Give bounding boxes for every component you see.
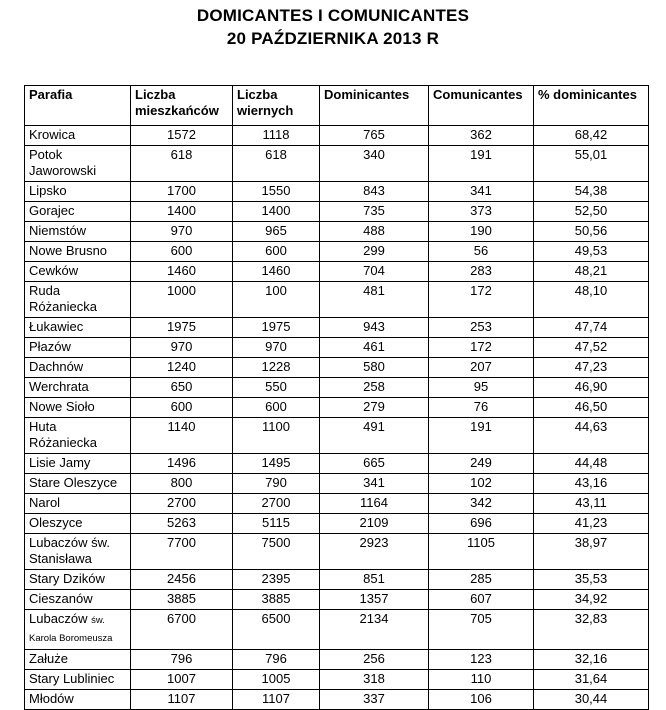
value-cell: 735 (320, 202, 429, 222)
cell-text: Liczba (237, 87, 278, 102)
cell-text: Jaworowski (29, 163, 97, 178)
cell-line (29, 203, 126, 219)
cell-line (29, 243, 126, 259)
table-row (25, 650, 649, 670)
value-cell: 1007 (131, 670, 233, 690)
title-line-1: DOMICANTES I COMUNICANTES (196, 6, 470, 25)
value-cell: 207 (429, 358, 534, 378)
cell-line (29, 571, 126, 587)
page (0, 4, 666, 706)
parafia-cell (25, 474, 131, 494)
parafia-cell (25, 670, 131, 690)
value-cell: 35,53 (534, 570, 649, 590)
table-row (25, 418, 649, 454)
value-cell: 650 (131, 378, 233, 398)
parafia-cell (25, 318, 131, 338)
value-cell: 1700 (131, 182, 233, 202)
cell-line (29, 147, 126, 163)
cell-line (29, 87, 126, 103)
value-cell: 318 (320, 670, 429, 690)
cell-text: Liczba (135, 87, 176, 102)
table-row (25, 318, 649, 338)
parafia-cell (25, 126, 131, 146)
value-cell: 279 (320, 398, 429, 418)
cell-text: Lipsko (29, 183, 67, 198)
cell-text: Stare Oleszyce (29, 475, 118, 490)
value-cell: 765 (320, 126, 429, 146)
cell-text: Cewków (29, 263, 79, 278)
value-cell: 76 (429, 398, 534, 418)
cell-text: Krowica (29, 127, 76, 142)
value-cell: 851 (320, 570, 429, 590)
value-cell: 965 (233, 222, 320, 242)
value-cell: 337 (320, 690, 429, 710)
header-cell (429, 86, 534, 126)
parafia-cell (25, 494, 131, 514)
value-cell: 1460 (233, 262, 320, 282)
value-cell: 48,21 (534, 262, 649, 282)
value-cell: 2923 (320, 534, 429, 570)
cell-line (29, 299, 126, 315)
value-cell: 550 (233, 378, 320, 398)
value-cell: 704 (320, 262, 429, 282)
value-cell: 943 (320, 318, 429, 338)
table-row (25, 262, 649, 282)
cell-line (135, 103, 228, 119)
value-cell: 55,01 (534, 146, 649, 182)
table-row (25, 494, 649, 514)
cell-line (324, 87, 424, 103)
value-cell: 843 (320, 182, 429, 202)
parafia-cell (25, 242, 131, 262)
value-cell: 2700 (131, 494, 233, 514)
value-cell: 285 (429, 570, 534, 590)
value-cell: 970 (131, 222, 233, 242)
cell-line (29, 399, 126, 415)
cell-text: Stary Dzików (29, 571, 105, 586)
dominicantes-table (24, 85, 649, 710)
cell-text: Dominicantes (324, 87, 410, 102)
cell-text: Huta (29, 419, 57, 434)
cell-line (29, 319, 126, 335)
parafia-cell (25, 690, 131, 710)
parafia-cell (25, 398, 131, 418)
value-cell: 44,48 (534, 454, 649, 474)
value-cell: 607 (429, 590, 534, 610)
value-cell: 106 (429, 690, 534, 710)
cell-text: św. (91, 615, 105, 626)
value-cell: 1400 (233, 202, 320, 222)
table-row (25, 398, 649, 418)
cell-text: Werchrata (29, 379, 89, 394)
value-cell: 373 (429, 202, 534, 222)
table-row (25, 378, 649, 398)
value-cell: 1460 (131, 262, 233, 282)
value-cell: 1107 (131, 690, 233, 710)
cell-text: Parafia (29, 87, 73, 102)
cell-line (29, 551, 126, 567)
value-cell: 1495 (233, 454, 320, 474)
table-row (25, 474, 649, 494)
value-cell: 5115 (233, 514, 320, 534)
table-body (25, 126, 649, 710)
cell-line (29, 127, 126, 143)
value-cell: 2109 (320, 514, 429, 534)
cell-line (29, 475, 126, 491)
value-cell: 123 (429, 650, 534, 670)
value-cell: 1005 (233, 670, 320, 690)
cell-text: Lisie Jamy (29, 455, 91, 470)
cell-text: Cieszanów (29, 591, 93, 606)
value-cell: 341 (429, 182, 534, 202)
cell-text: Lubaczów (29, 611, 92, 626)
value-cell: 1400 (131, 202, 233, 222)
value-cell: 5263 (131, 514, 233, 534)
table-row (25, 222, 649, 242)
table-row (25, 610, 649, 650)
cell-text: Gorajec (29, 203, 75, 218)
cell-line (29, 283, 126, 299)
value-cell: 2134 (320, 610, 429, 650)
parafia-cell (25, 610, 131, 650)
table-row (25, 670, 649, 690)
cell-line (29, 419, 126, 435)
value-cell: 665 (320, 454, 429, 474)
value-cell: 47,74 (534, 318, 649, 338)
value-cell: 600 (131, 242, 233, 262)
cell-text: Ruda (29, 283, 61, 298)
value-cell: 1105 (429, 534, 534, 570)
cell-text: Różaniecka (29, 435, 97, 450)
cell-text: Potok (29, 147, 63, 162)
value-cell: 38,97 (534, 534, 649, 570)
cell-text: Narol (29, 495, 61, 510)
cell-line (29, 223, 126, 239)
value-cell: 796 (233, 650, 320, 670)
cell-line (29, 671, 126, 687)
value-cell: 44,63 (534, 418, 649, 454)
cell-text: wiernych (237, 103, 294, 118)
cell-text: % dominicantes (538, 87, 637, 102)
cell-text: Płazów (29, 339, 71, 354)
value-cell: 47,23 (534, 358, 649, 378)
parafia-cell (25, 650, 131, 670)
cell-line (29, 455, 126, 471)
value-cell: 172 (429, 282, 534, 318)
value-cell: 600 (131, 398, 233, 418)
table-row (25, 282, 649, 318)
value-cell: 6700 (131, 610, 233, 650)
cell-text: Różaniecka (29, 299, 97, 314)
parafia-cell (25, 514, 131, 534)
table-row (25, 146, 649, 182)
value-cell: 7500 (233, 534, 320, 570)
value-cell: 95 (429, 378, 534, 398)
value-cell: 1240 (131, 358, 233, 378)
value-cell: 1000 (131, 282, 233, 318)
cell-text: Młodów (29, 691, 74, 706)
value-cell: 32,83 (534, 610, 649, 650)
value-cell: 54,38 (534, 182, 649, 202)
cell-line (433, 87, 529, 103)
value-cell: 258 (320, 378, 429, 398)
value-cell: 256 (320, 650, 429, 670)
value-cell: 1140 (131, 418, 233, 454)
table-row (25, 570, 649, 590)
cell-line (29, 435, 126, 451)
value-cell: 1572 (131, 126, 233, 146)
value-cell: 102 (429, 474, 534, 494)
value-cell: 2456 (131, 570, 233, 590)
cell-line (29, 263, 126, 279)
value-cell: 970 (233, 338, 320, 358)
value-cell: 52,50 (534, 202, 649, 222)
cell-line (29, 359, 126, 375)
value-cell: 46,90 (534, 378, 649, 398)
value-cell: 1975 (233, 318, 320, 338)
value-cell: 47,52 (534, 338, 649, 358)
value-cell: 32,16 (534, 650, 649, 670)
value-cell: 49,53 (534, 242, 649, 262)
cell-line (29, 651, 126, 667)
parafia-cell (25, 146, 131, 182)
cell-text: Karola Boromeusza (29, 633, 113, 644)
table-row (25, 590, 649, 610)
cell-text: Lubaczów św. (29, 535, 110, 550)
parafia-cell (25, 202, 131, 222)
cell-text: Stanisława (29, 551, 92, 566)
cell-line (29, 611, 126, 629)
cell-text: Oleszyce (29, 515, 83, 530)
parafia-cell (25, 282, 131, 318)
value-cell: 790 (233, 474, 320, 494)
cell-text: Stary Lubliniec (29, 671, 115, 686)
cell-text: Comunicantes (433, 87, 523, 102)
value-cell: 41,23 (534, 514, 649, 534)
cell-line (135, 87, 228, 103)
parafia-cell (25, 454, 131, 474)
value-cell: 48,10 (534, 282, 649, 318)
table-header-row (25, 86, 649, 126)
cell-line (29, 691, 126, 707)
value-cell: 31,64 (534, 670, 649, 690)
value-cell: 43,11 (534, 494, 649, 514)
value-cell: 172 (429, 338, 534, 358)
cell-line (29, 591, 126, 607)
table-row (25, 534, 649, 570)
value-cell: 705 (429, 610, 534, 650)
cell-line (29, 183, 126, 199)
value-cell: 46,50 (534, 398, 649, 418)
table-row (25, 242, 649, 262)
cell-line (29, 163, 126, 179)
value-cell: 342 (429, 494, 534, 514)
value-cell: 253 (429, 318, 534, 338)
value-cell: 2395 (233, 570, 320, 590)
value-cell: 1357 (320, 590, 429, 610)
value-cell: 1118 (233, 126, 320, 146)
parafia-cell (25, 378, 131, 398)
value-cell: 1550 (233, 182, 320, 202)
cell-text: Nowe Brusno (29, 243, 108, 258)
value-cell: 1107 (233, 690, 320, 710)
value-cell: 2700 (233, 494, 320, 514)
value-cell: 191 (429, 146, 534, 182)
value-cell: 50,56 (534, 222, 649, 242)
table-row (25, 690, 649, 710)
value-cell: 481 (320, 282, 429, 318)
value-cell: 68,42 (534, 126, 649, 146)
cell-text: mieszkańców (135, 103, 219, 118)
cell-line (29, 495, 126, 511)
value-cell: 1228 (233, 358, 320, 378)
parafia-cell (25, 590, 131, 610)
value-cell: 461 (320, 338, 429, 358)
value-cell: 341 (320, 474, 429, 494)
value-cell: 249 (429, 454, 534, 474)
page-title (0, 4, 666, 50)
table-row (25, 514, 649, 534)
value-cell: 191 (429, 418, 534, 454)
value-cell: 283 (429, 262, 534, 282)
value-cell: 3885 (233, 590, 320, 610)
cell-line (29, 339, 126, 355)
value-cell: 1100 (233, 418, 320, 454)
value-cell: 100 (233, 282, 320, 318)
value-cell: 340 (320, 146, 429, 182)
value-cell: 580 (320, 358, 429, 378)
cell-text: Dachnów (29, 359, 84, 374)
parafia-cell (25, 338, 131, 358)
cell-line (237, 103, 315, 119)
header-cell (320, 86, 429, 126)
cell-line (29, 379, 126, 395)
value-cell: 488 (320, 222, 429, 242)
table-row (25, 202, 649, 222)
value-cell: 1975 (131, 318, 233, 338)
header-cell (233, 86, 320, 126)
value-cell: 30,44 (534, 690, 649, 710)
cell-line (29, 629, 126, 647)
table-row (25, 454, 649, 474)
value-cell: 618 (131, 146, 233, 182)
value-cell: 800 (131, 474, 233, 494)
value-cell: 600 (233, 398, 320, 418)
cell-line (29, 535, 126, 551)
table-row (25, 182, 649, 202)
parafia-cell (25, 182, 131, 202)
parafia-cell (25, 570, 131, 590)
parafia-cell (25, 262, 131, 282)
value-cell: 110 (429, 670, 534, 690)
parafia-cell (25, 418, 131, 454)
value-cell: 600 (233, 242, 320, 262)
header-cell (534, 86, 649, 126)
cell-line (29, 515, 126, 531)
value-cell: 362 (429, 126, 534, 146)
table-row (25, 338, 649, 358)
parafia-cell (25, 222, 131, 242)
cell-line (538, 87, 644, 103)
cell-line (237, 87, 315, 103)
value-cell: 970 (131, 338, 233, 358)
header-cell (25, 86, 131, 126)
table-row (25, 358, 649, 378)
parafia-cell (25, 534, 131, 570)
value-cell: 7700 (131, 534, 233, 570)
table-row (25, 126, 649, 146)
value-cell: 56 (429, 242, 534, 262)
header-cell (131, 86, 233, 126)
value-cell: 34,92 (534, 590, 649, 610)
parafia-cell (25, 358, 131, 378)
value-cell: 190 (429, 222, 534, 242)
value-cell: 696 (429, 514, 534, 534)
value-cell: 1496 (131, 454, 233, 474)
value-cell: 491 (320, 418, 429, 454)
value-cell: 618 (233, 146, 320, 182)
value-cell: 1164 (320, 494, 429, 514)
value-cell: 6500 (233, 610, 320, 650)
cell-text: Załuże (29, 651, 69, 666)
value-cell: 796 (131, 650, 233, 670)
value-cell: 3885 (131, 590, 233, 610)
value-cell: 43,16 (534, 474, 649, 494)
cell-text: Niemstów (29, 223, 87, 238)
value-cell: 299 (320, 242, 429, 262)
cell-text: Łukawiec (29, 319, 84, 334)
title-line-2: 20 PAŹDZIERNIKA 2013 R (226, 29, 440, 48)
cell-text: Nowe Sioło (29, 399, 95, 414)
